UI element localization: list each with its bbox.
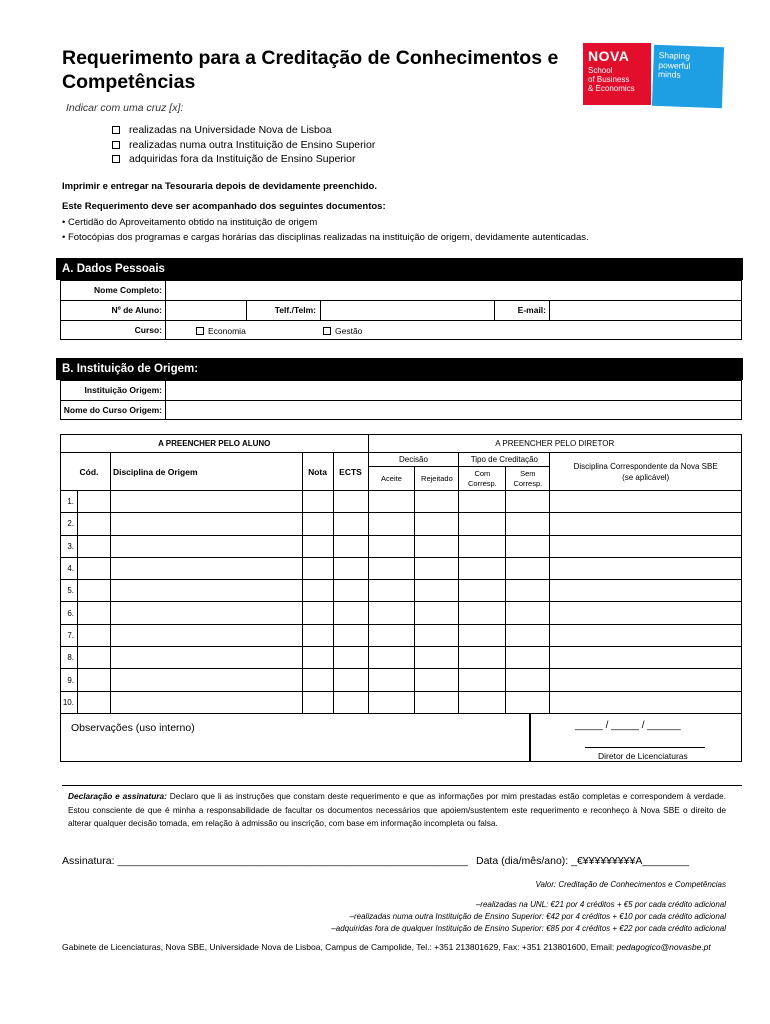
checkbox[interactable]: [112, 155, 120, 163]
com-corresp-head: [459, 467, 506, 491]
table-cell[interactable]: [333, 535, 368, 557]
table-cell[interactable]: [110, 602, 302, 624]
inst-label: Instituição Origem:: [84, 385, 162, 395]
option-label: adquiridas fora da Instituição de Ensino Superior: [129, 153, 356, 166]
instruction-text: Indicar com uma cruz [x]:: [66, 102, 184, 114]
table-row: [61, 669, 742, 691]
option-label: realizadas numa outra Instituição de Ensino Superior: [129, 138, 376, 151]
table-cell[interactable]: [368, 557, 415, 579]
logo-economics-text: & Economics: [588, 84, 635, 93]
table-cell[interactable]: [415, 647, 459, 669]
sem-corresp-head: [506, 467, 550, 491]
disc-corr-head: [550, 453, 742, 491]
table-cell[interactable]: [368, 647, 415, 669]
table-cell[interactable]: [550, 602, 742, 624]
table-cell[interactable]: [415, 580, 459, 602]
doc-item: • Certidão do Aproveitamento obtido na instituição de origem: [62, 217, 318, 228]
table-cell[interactable]: [550, 491, 742, 513]
declaration-body: Declaro que li as instruções que constam deste requerimento e que as informações por mim prestadas estão completas e correspondem à verdade. Estou consciente de que é minha a responsabilidade de facultar os documentos necessários que apoiem/sustentem este requerimento e reconheço à Nova SBE o direito de alterar qualquer decisão tomada, em relação à admissão ou inscrição, com base em informação incompleta ou falsa.: [68, 791, 726, 828]
row-number: 5.: [61, 580, 78, 602]
logo-business-text: of Business: [588, 75, 630, 84]
table-cell[interactable]: [550, 647, 742, 669]
price-unl: –realizadas na UNL: €21 por 4 créditos + €5 por cada crédito adicional: [475, 900, 726, 909]
economia-label: Economia: [208, 326, 246, 337]
diretor-label: Diretor de Licenciaturas: [598, 751, 688, 761]
slogan-line-2: powerful: [658, 59, 691, 71]
decisao-head: Decisão: [368, 453, 459, 467]
observacoes-box[interactable]: [60, 713, 530, 762]
table-cell[interactable]: [302, 669, 333, 691]
table-cell[interactable]: [77, 602, 110, 624]
table-row: [61, 580, 742, 602]
disciplines-table: [60, 434, 742, 714]
table-cell[interactable]: [302, 491, 333, 513]
aluno-head: A PREENCHER PELO ALUNO: [61, 435, 369, 453]
option-other-institution[interactable]: [112, 138, 375, 153]
table-row: [61, 602, 742, 624]
row-number: 10.: [61, 691, 78, 713]
table-cell[interactable]: [459, 647, 506, 669]
table-cell[interactable]: [77, 624, 110, 646]
table-cell[interactable]: [333, 580, 368, 602]
table-cell[interactable]: [302, 602, 333, 624]
footer-email[interactable]: pedagogico@novasbe.pt: [616, 942, 711, 952]
slogan-logo: [652, 45, 724, 108]
table-cell[interactable]: [333, 513, 368, 535]
table-cell[interactable]: [506, 647, 550, 669]
table-cell[interactable]: [459, 669, 506, 691]
table-cell[interactable]: [415, 557, 459, 579]
inst-field[interactable]: [166, 381, 741, 400]
table-cell[interactable]: [459, 557, 506, 579]
aluno-label: Nº de Aluno:: [111, 305, 162, 315]
table-cell[interactable]: [550, 669, 742, 691]
nome-field[interactable]: [166, 281, 741, 300]
curso-origem-label: Nome do Curso Origem:: [63, 405, 162, 415]
table-cell[interactable]: [506, 691, 550, 713]
divider: [62, 785, 742, 786]
table-cell[interactable]: [550, 580, 742, 602]
table-cell[interactable]: [333, 602, 368, 624]
table-cell[interactable]: [368, 624, 415, 646]
row-number: 8.: [61, 647, 78, 669]
table-cell[interactable]: [506, 624, 550, 646]
price-list: [331, 899, 726, 935]
telef-label: Telf./Telm:: [274, 305, 316, 315]
rejeitado-head: Rejeitado: [415, 467, 459, 491]
tipo-head: Tipo de Creditação: [459, 453, 550, 467]
email-label: E-mail:: [517, 305, 546, 315]
com-line-1: Com: [474, 468, 491, 478]
section-a-header: A. Dados Pessoais: [56, 258, 743, 280]
diretor-date[interactable]: _____ / _____ / ______: [575, 720, 681, 731]
email-field[interactable]: [550, 301, 741, 320]
table-cell[interactable]: [415, 691, 459, 713]
signature-line: [585, 747, 705, 748]
table-row: [61, 691, 742, 713]
table-cell[interactable]: [333, 691, 368, 713]
nota-head: Nota: [302, 453, 333, 491]
table-cell[interactable]: [415, 624, 459, 646]
table-cell[interactable]: [459, 535, 506, 557]
table-cell[interactable]: [77, 580, 110, 602]
table-cell[interactable]: [302, 535, 333, 557]
table-cell[interactable]: [333, 669, 368, 691]
table-cell[interactable]: [77, 557, 110, 579]
table-row: [61, 535, 742, 557]
table-cell[interactable]: [77, 513, 110, 535]
table-cell[interactable]: [506, 580, 550, 602]
curso-economia[interactable]: [196, 324, 246, 339]
cod-head: Cód.: [77, 453, 110, 491]
row-number: 2.: [61, 513, 78, 535]
row-number: 4.: [61, 557, 78, 579]
row-number: 3.: [61, 535, 78, 557]
table-cell[interactable]: [415, 602, 459, 624]
table-cell[interactable]: [550, 535, 742, 557]
assinatura-field[interactable]: Assinatura: ____________________________________________________________: [62, 855, 468, 867]
slogan-line-1: Shaping: [658, 49, 691, 62]
table-cell[interactable]: [333, 647, 368, 669]
table-cell[interactable]: [110, 491, 302, 513]
table-cell[interactable]: [506, 513, 550, 535]
curso-origem-field[interactable]: [166, 401, 741, 420]
checkbox[interactable]: [112, 126, 120, 134]
row-number: 1.: [61, 491, 78, 513]
observacoes-label: Observações (uso interno): [71, 722, 195, 734]
table-cell[interactable]: [333, 557, 368, 579]
table-cell[interactable]: [550, 513, 742, 535]
row-number: 9.: [61, 669, 78, 691]
table-cell[interactable]: [459, 491, 506, 513]
disc-corr-line-1: Disciplina Correspondente da Nova SBE: [573, 461, 718, 471]
table-cell[interactable]: [368, 669, 415, 691]
table-cell[interactable]: [506, 535, 550, 557]
row-number: 6.: [61, 602, 78, 624]
table-cell[interactable]: [415, 491, 459, 513]
table-cell[interactable]: [110, 535, 302, 557]
table-cell[interactable]: [302, 624, 333, 646]
origin-options: [112, 123, 375, 167]
com-line-2: Corresp.: [467, 478, 497, 488]
table-body: [61, 491, 742, 714]
table-cell[interactable]: [302, 647, 333, 669]
docs-title: Este Requerimento deve ser acompanhado dos seguintes documentos:: [62, 201, 386, 212]
table-cell[interactable]: [550, 691, 742, 713]
data-field[interactable]: Data (dia/mês/ano): _€¥¥¥¥¥¥¥¥¥A________: [476, 855, 690, 867]
table-row: [61, 624, 742, 646]
table-row: [61, 557, 742, 579]
table-cell[interactable]: [77, 647, 110, 669]
table-cell[interactable]: [302, 580, 333, 602]
table-cell[interactable]: [459, 691, 506, 713]
sem-line-2: Corresp.: [513, 478, 543, 488]
table-cell[interactable]: [368, 580, 415, 602]
table-cell[interactable]: [110, 557, 302, 579]
price-other: –realizadas numa outra Instituição de Ensino Superior: €42 por 4 créditos + €10 por cada crédito adicional: [349, 912, 726, 921]
diretor-head: A PREENCHER PELO DIRETOR: [368, 435, 742, 453]
nova-sbe-logo: [583, 43, 651, 105]
table-cell[interactable]: [77, 691, 110, 713]
table-cell[interactable]: [459, 580, 506, 602]
table-cell[interactable]: [110, 624, 302, 646]
row-number: 7.: [61, 624, 78, 646]
table-row: [61, 491, 742, 513]
table-cell[interactable]: [110, 669, 302, 691]
table-cell[interactable]: [110, 691, 302, 713]
table-cell[interactable]: [459, 513, 506, 535]
table-cell[interactable]: [302, 691, 333, 713]
nome-label: Nome Completo:: [94, 285, 162, 295]
sem-line-1: Sem: [520, 468, 536, 478]
table-cell[interactable]: [77, 669, 110, 691]
table-cell[interactable]: [77, 535, 110, 557]
disciplina-head: Disciplina de Origem: [110, 453, 302, 491]
table-cell[interactable]: [368, 491, 415, 513]
logo-school-text: School: [588, 66, 613, 75]
price-outside: –adquiridas fora de qualquer Instituição de Ensino Superior: €85 por 4 créditos + €22 por cada crédito adicional: [331, 924, 726, 933]
table-cell[interactable]: [550, 557, 742, 579]
table-cell[interactable]: [110, 647, 302, 669]
declaration-lead: Declaração e assinatura:: [68, 791, 167, 801]
table-cell[interactable]: [368, 691, 415, 713]
print-note: Imprimir e entregar na Tesouraria depois de devidamente preenchido.: [62, 181, 377, 192]
aluno-field[interactable]: [166, 301, 246, 320]
table-cell[interactable]: [415, 669, 459, 691]
table-cell[interactable]: [333, 491, 368, 513]
declaration-text: [68, 790, 726, 831]
curso-label: Curso:: [134, 325, 162, 335]
doc-item: • Fotocópias dos programas e cargas horárias das disciplinas realizadas na instituição de origem, devidamente autenticadas.: [62, 232, 589, 243]
table-row: [61, 647, 742, 669]
valor-title: Valor: Creditação de Conhecimentos e Competências: [535, 880, 726, 889]
table-cell[interactable]: [77, 491, 110, 513]
page-title: Requerimento para a Creditação de Conhecimentos e Competências: [62, 47, 559, 93]
table-cell[interactable]: [506, 491, 550, 513]
section-b-header: B. Instituição de Origem:: [56, 358, 743, 380]
checkbox[interactable]: [196, 327, 204, 335]
table-cell[interactable]: [333, 624, 368, 646]
footer-text: Gabinete de Licenciaturas, Nova SBE, Universidade Nova de Lisboa, Campus de Campolide, Tel.: +351 213801629, Fax: +351 213801600, Email:: [62, 942, 617, 952]
docs-list: [62, 215, 589, 245]
table-cell[interactable]: [506, 602, 550, 624]
table-cell[interactable]: [110, 580, 302, 602]
table-cell[interactable]: [368, 535, 415, 557]
aceite-head: Aceite: [368, 467, 415, 491]
table-cell[interactable]: [415, 513, 459, 535]
table-cell[interactable]: [459, 624, 506, 646]
checkbox[interactable]: [112, 141, 120, 149]
slogan-line-3: minds: [657, 68, 681, 80]
table-cell[interactable]: [415, 535, 459, 557]
table-cell[interactable]: [368, 513, 415, 535]
table-cell[interactable]: [110, 513, 302, 535]
table-row: [61, 513, 742, 535]
table-cell[interactable]: [506, 669, 550, 691]
ects-head: ECTS: [333, 453, 368, 491]
table-cell[interactable]: [302, 513, 333, 535]
table-cell[interactable]: [368, 602, 415, 624]
option-outside-institution[interactable]: [112, 152, 375, 167]
table-cell[interactable]: [302, 557, 333, 579]
option-label: realizadas na Universidade Nova de Lisboa: [129, 124, 332, 137]
gestao-label: Gestão: [335, 326, 363, 337]
curso-gestao[interactable]: [323, 324, 362, 339]
option-unl[interactable]: [112, 123, 375, 138]
table-cell[interactable]: [459, 602, 506, 624]
logo-nova-text: NOVA: [588, 48, 630, 64]
disc-corr-line-2: (se aplicável): [622, 472, 670, 482]
telef-field[interactable]: [321, 301, 494, 320]
footer: [62, 942, 711, 952]
checkbox[interactable]: [323, 327, 331, 335]
table-cell[interactable]: [550, 624, 742, 646]
table-cell[interactable]: [506, 557, 550, 579]
